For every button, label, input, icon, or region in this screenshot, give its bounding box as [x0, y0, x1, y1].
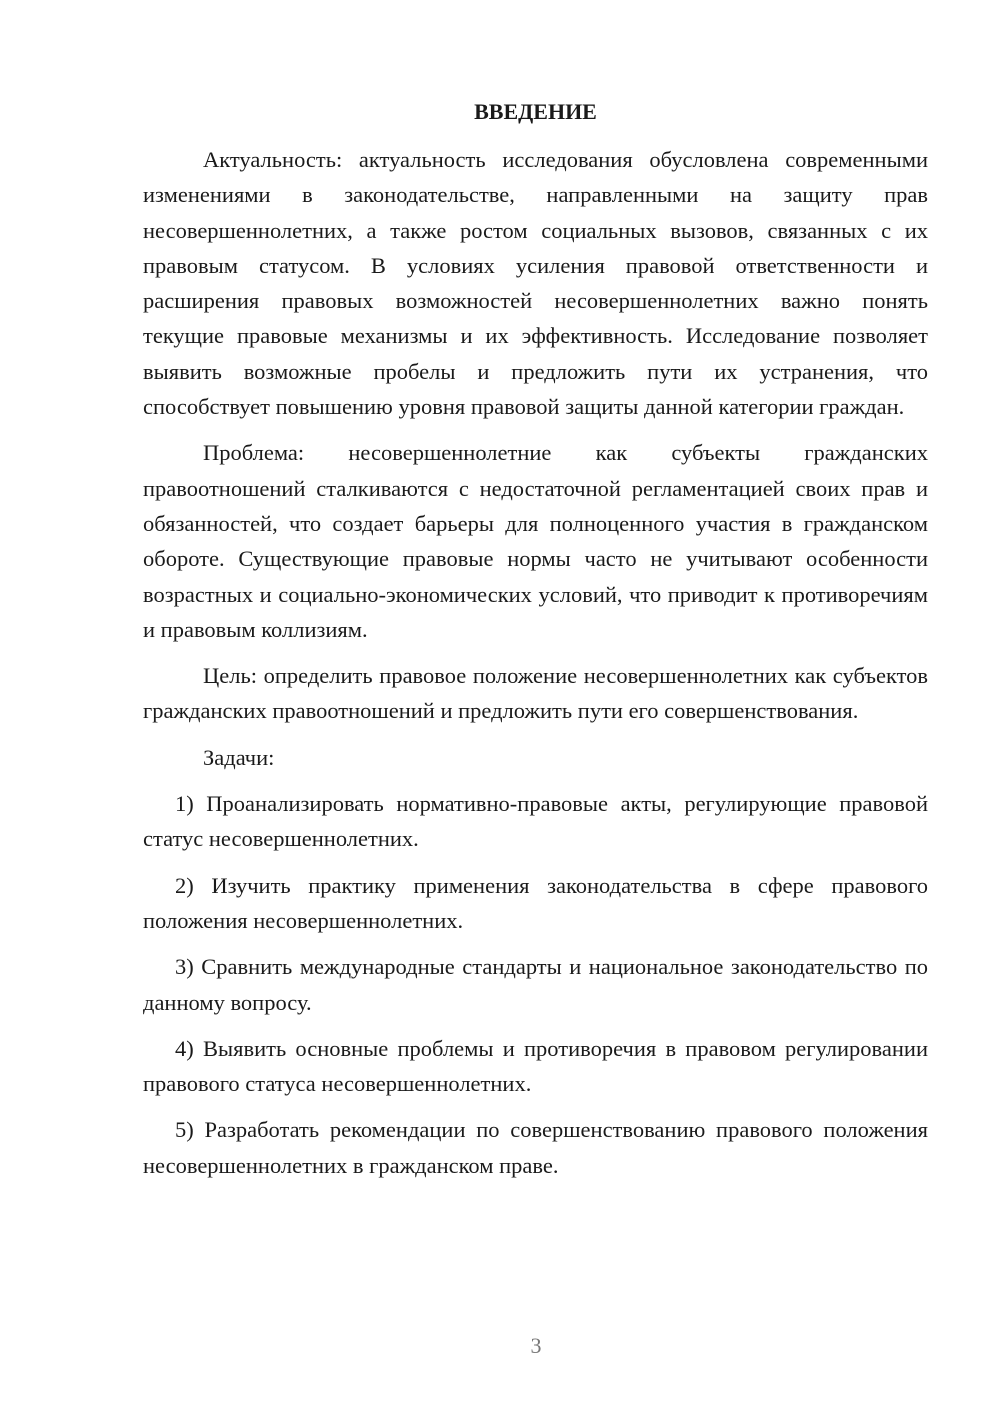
task-item-4: 4) Выявить основные проблемы и противоречия в правовом регулировании правового статуса несовершеннолетних. — [143, 1035, 928, 1097]
paragraph-goal: Цель: определить правовое положение несовершеннолетних как субъектов гражданских правоотношений и предложить пути его совершенствования. — [143, 663, 928, 724]
tasks-heading: Задачи: — [203, 744, 275, 770]
task-item-5: 5) Разработать рекомендации по совершенствованию правового положения несовершеннолетних в гражданском праве. — [143, 1117, 928, 1178]
paragraph-relevance: Актуальность: актуальность исследования обусловлена современными изменениями в законодательстве, направленными на защиту прав несовершеннолетних, а также ростом социальных вызовов, связанных с их правовым статусом. В условиях усиления правовой ответственности и расширения правовых возможностей несовершеннолетних важно понять текущие правовые механизмы и их эффективность. Исследование позволяет выявить возможные пробелы и предложить пути их устранения, что способствует повышению уровня правовой защиты данной категории граждан. — [143, 147, 928, 420]
page-number: 3 — [530, 1333, 542, 1358]
section-title: ВВЕДЕНИЕ — [474, 99, 597, 124]
task-item-1: 1) Проанализировать нормативно-правовые акты, регулирующие правовой статус несовершеннолетних. — [143, 791, 928, 852]
task-item-2: 2) Изучить практику применения законодательства в сфере правового положения несовершеннолетних. — [143, 872, 928, 933]
task-item-3: 3) Сравнить международные стандарты и национальное законодательство по данному вопросу. — [143, 954, 928, 1015]
page-content — [143, 94, 928, 1183]
paragraph-problem: Проблема: несовершеннолетние как субъекты гражданских правоотношений сталкиваются с недостаточной регламентацией своих прав и обязанностей, что создает барьеры для полноценного участия в гражданском обороте. Существующие правовые нормы часто не учитывают особенности возрастных и социально-экономических условий, что приводит к противоречиям и правовым коллизиям. — [143, 440, 928, 642]
